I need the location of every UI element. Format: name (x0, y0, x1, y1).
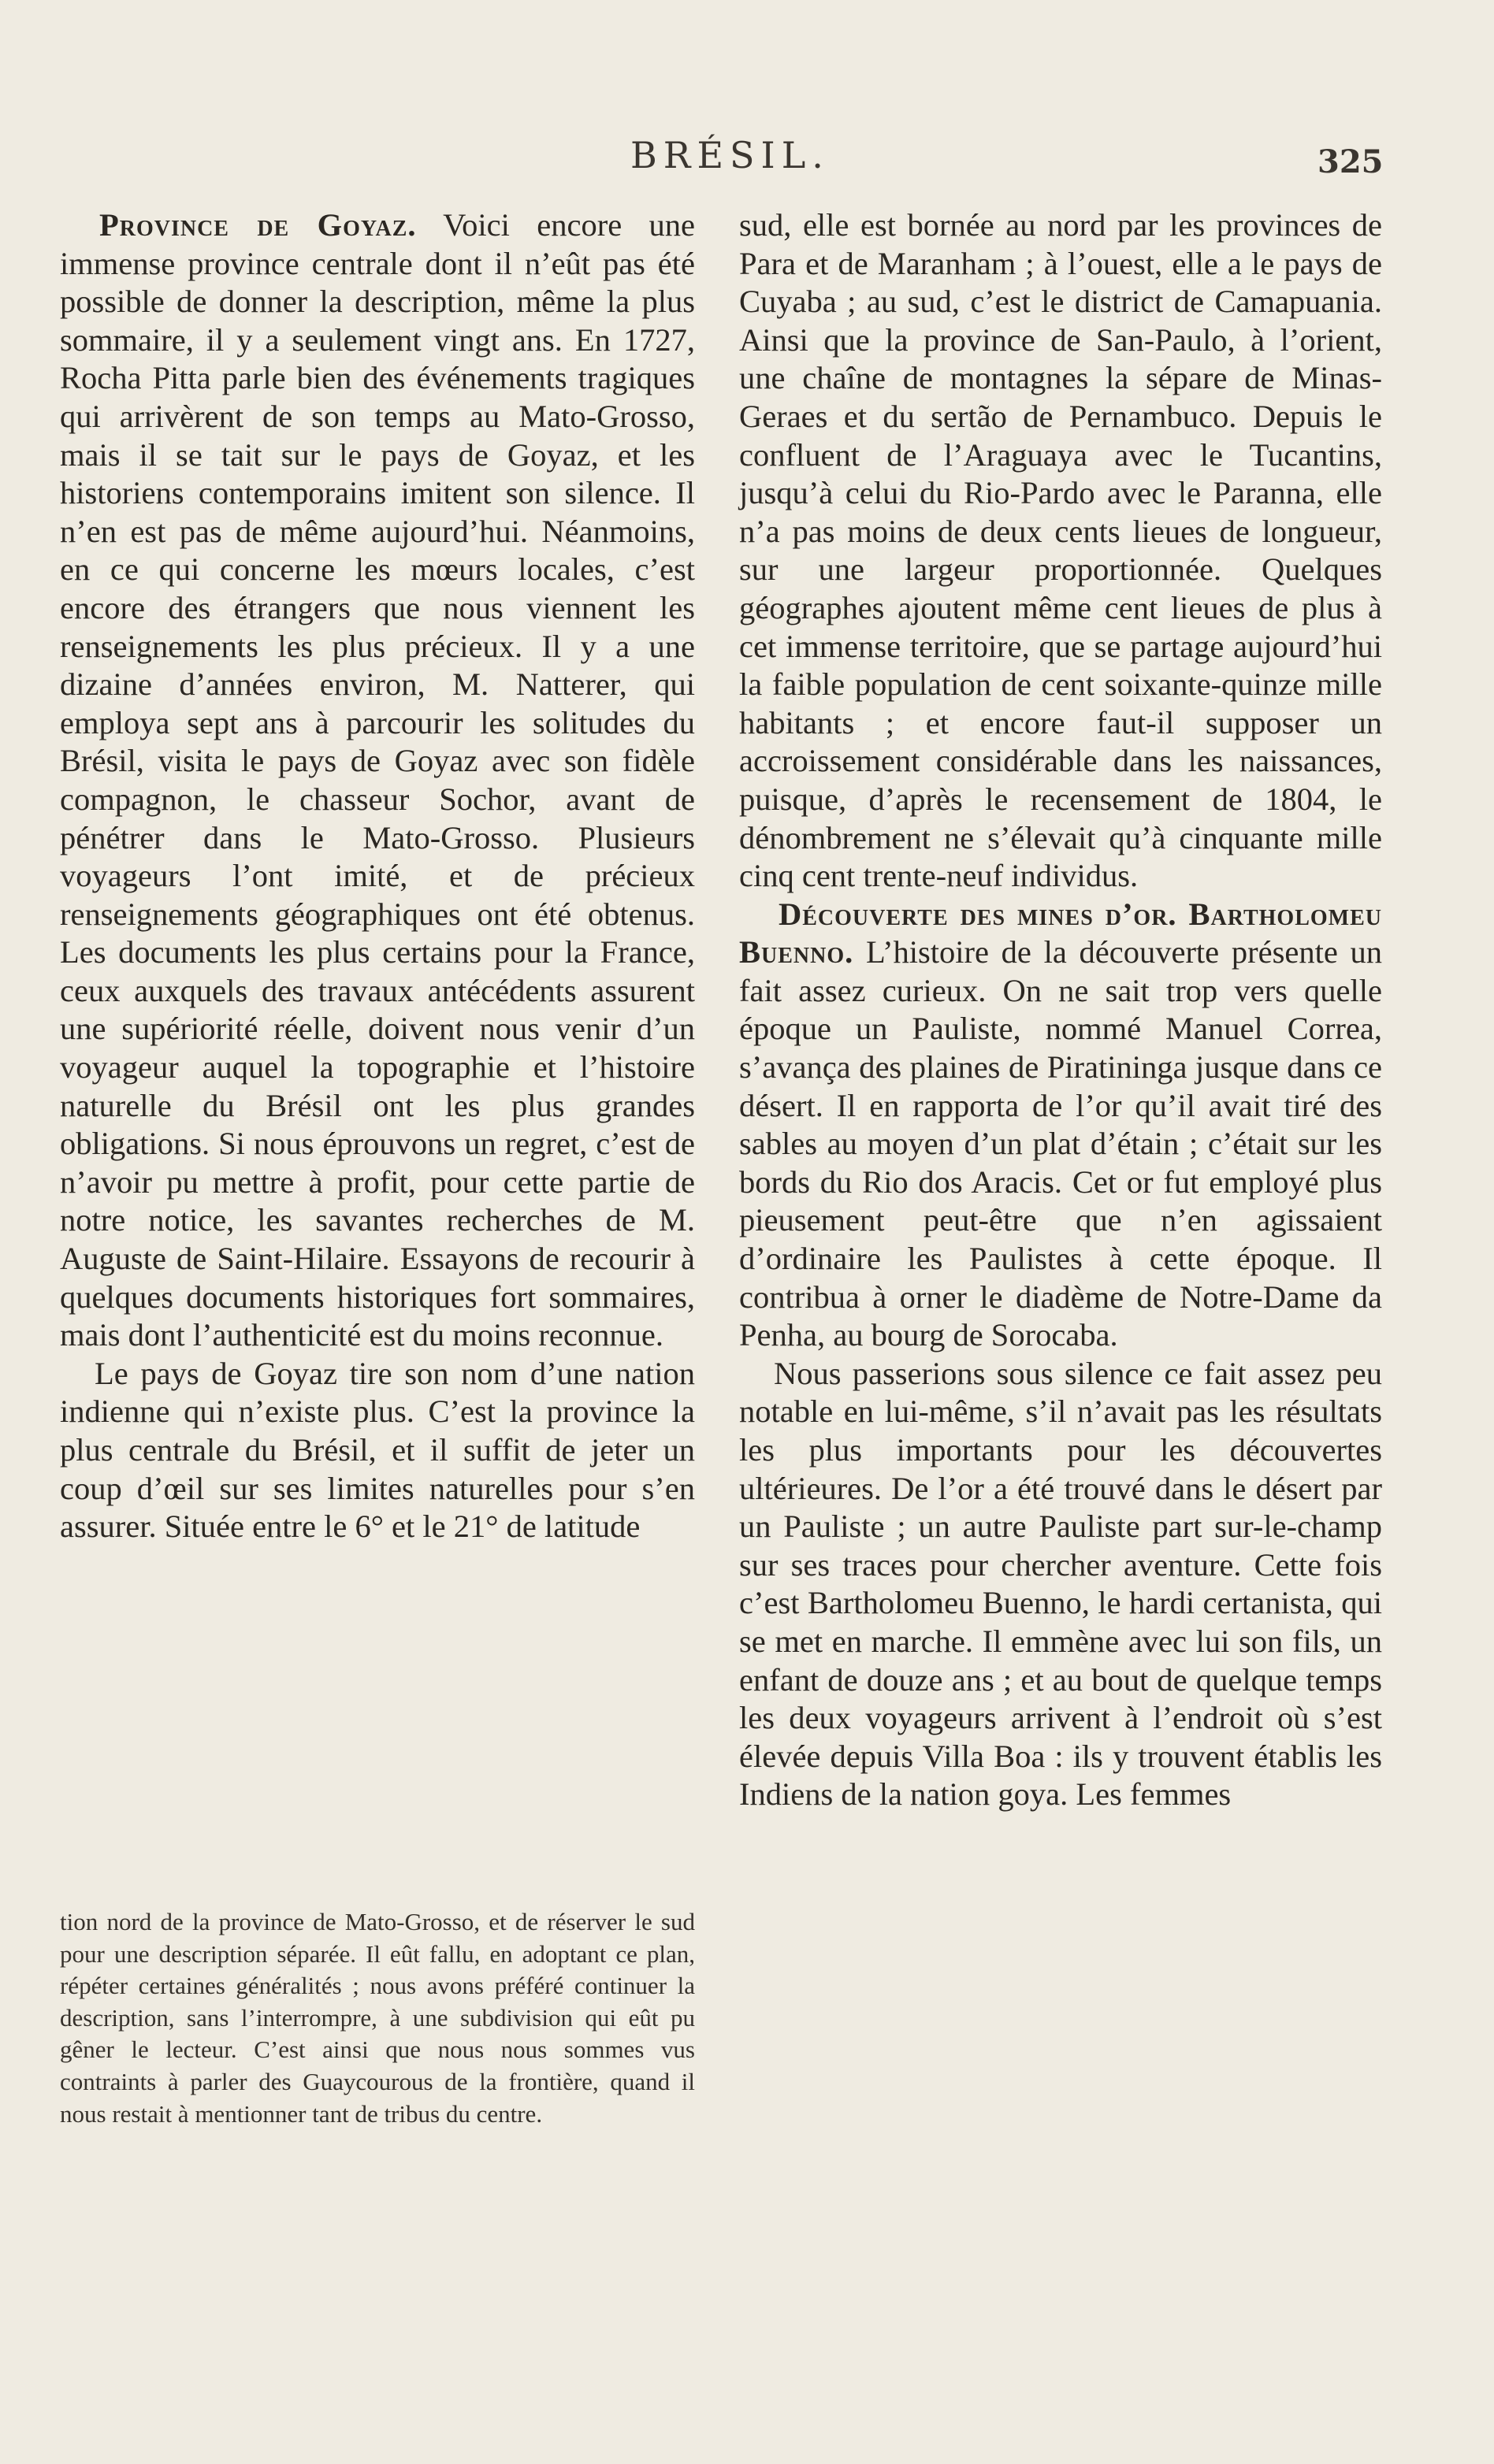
left-column (60, 206, 695, 1546)
section-heading: Province de Goyaz. (99, 207, 417, 243)
footnote-text: tion nord de la province de Mato-Grosso, et de réserver le sud pour une description séparée. Il eût fallu, en adoptant ce plan, répéter certaines généralités ; nous avons préféré continuer la description, sans l’interrompre, à une subdivision qui eût pu gêner le lecteur. C’est ainsi que nous nous sommes vus contraints à parler des Guaycourous de la frontière, quand il nous restait à mentionner tant de tribus du centre. (60, 1908, 695, 2128)
footnote (60, 1906, 695, 2130)
paragraph-nom-de-goyaz: Le pays de Goyaz tire son nom d’une nation indienne qui n’existe plus. C’est la province la plus centrale du Brésil, et il suffit de jeter un coup d’œil sur ses limites naturelles pour s’en assurer. Située entre le 6° et le 21° de latitude (60, 1355, 695, 1545)
right-column (739, 206, 1382, 1814)
paragraph-bartholomeu: Nous passerions sous silence ce fait assez peu notable en lui-même, s’il n’avait pas les résultats les plus importants pour les découvertes ultérieures. De l’or a été trouvé dans le désert par un Pauliste ; un autre Pauliste part sur-le-champ sur ses traces pour chercher aventure. Cette fois c’est Bartholomeu Buenno, le hardi certanista, qui se met en marche. Il emmène avec lui son fils, un enfant de douze ans ; et au bout de quelque temps les deux voyageurs arrivent à l’endroit où s’est élevée depuis Villa Boa : ils y trouvent établis les Indiens de la nation goya. Les femmes (739, 1355, 1382, 1813)
page-number: 325 (1317, 143, 1384, 180)
running-title: BRÉSIL. (630, 134, 830, 176)
paragraph-limites: sud, elle est bornée au nord par les provinces de Para et de Maranham ; à l’ouest, elle a le pays de Cuyaba ; au sud, c’est le district de Camapuania. Ainsi que la province de San-Paulo, à l’orient, une chaîne de montagnes la sépare de Minas-Geraes et du sertão de Pernambuco. Depuis le confluent de l’Araguaya avec le Tucantins, jusqu’à celui du Rio-Pardo avec le Paranna, elle n’a pas moins de deux cents lieues de longueur, sur une largeur proportionnée. Quelques géographes ajoutent même cent lieues de plus à cet immense territoire, que se partage aujourd’hui la faible population de cent soixante-quinze mille habitants ; et encore faut-il supposer un accroissement considérable dans les naissances, puisque, d’après le recensement de 1804, le dénombrement ne s’élevait qu’à cinquante mille cinq cent trente-neuf individus. (739, 207, 1382, 894)
paragraph-province-de-goyaz (60, 206, 695, 1355)
paragraph-text: L’histoire de la découverte présente un fait assez curieux. On ne sait trop vers quelle époque un Pauliste, nommé Manuel Correa, s’avança des plaines de Piratininga jusque dans ce désert. Il en rapporta de l’or qu’il avait tiré des sables au moyen d’un plat d’étain ; c’était sur les bords du Rio dos Aracis. Cet or fut employé plus pieusement peut-être que n’en agissaient d’ordinaire les Paulistes à cette époque. Il contribua à orner le diadème de Notre-Dame da Penha, au bourg de Sorocaba. (739, 934, 1382, 1353)
paragraph-text: Voici encore une immense province centrale dont il n’eût pas été possible de donner la description, même la plus sommaire, il y a seulement vingt ans. En 1727, Rocha Pitta parle bien des événements tragiques qui arrivèrent de son temps au Mato-Grosso, mais il se tait sur le pays de Goyaz, et les historiens contemporains imitent son silence. Il n’en est pas de même aujourd’hui. Néanmoins, en ce qui concerne les mœurs locales, c’est encore des étrangers que nous viennent les renseignements les plus précieux. Il y a une dizaine d’années environ, M. Natterer, qui employa sept ans à parcourir les solitudes du Brésil, visita le pays de Goyaz avec son fidèle compagnon, le chasseur Sochor, avant de pénétrer dans le Mato-Grosso. Plusieurs voyageurs l’ont imité, et de précieux renseignements géographiques ont été obtenus. Les documents les plus certains pour la France, ceux auxquels des travaux antécédents assurent une supériorité réelle, doivent nous venir d’un voyageur auquel la topographie et l’histoire naturelle du Brésil ont les plus grandes obligations. Si nous éprouvons un regret, c’est de n’avoir pu mettre à profit, pour cette partie de notre notice, les savantes recherches de M. Auguste de Saint-Hilaire. Essayons de recourir à quelques documents historiques fort sommaires, mais dont l’authenticité est du moins reconnue. (60, 207, 695, 1353)
page-header (0, 126, 1494, 181)
paragraph-decouverte (739, 896, 1382, 1355)
section-heading: Découverte des mines d’or. Bartholomeu Buenno. (739, 896, 1382, 970)
